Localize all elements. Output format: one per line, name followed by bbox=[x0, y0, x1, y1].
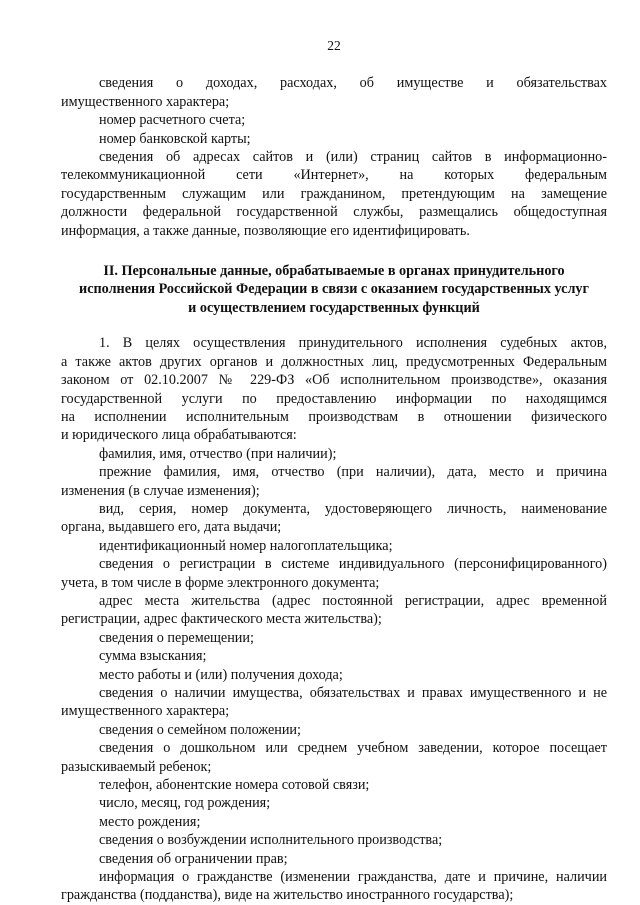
text-line: фамилия, имя, отчество (при наличии); bbox=[99, 445, 337, 462]
text-line: законом от 02.10.2007 № 229-ФЗ «Об исполнительном производстве», оказания bbox=[61, 372, 607, 389]
text-line: сведения о семейном положении; bbox=[99, 721, 301, 738]
text-line: телефон, абонентские номера сотовой связи; bbox=[99, 777, 370, 794]
text-line: информация о гражданстве (изменении гражданства, дате и причине, наличии bbox=[99, 869, 607, 886]
paragraph-block-personal-data bbox=[61, 334, 607, 905]
text-line: гражданства (подданства), виде на жительство иностранного государства); bbox=[61, 887, 514, 904]
text-line: прежние фамилия, имя, отчество (при наличии), дата, место и причина bbox=[99, 464, 607, 481]
section-heading bbox=[61, 262, 607, 317]
text-line: и юридического лица обрабатываются: bbox=[61, 427, 297, 444]
text-line: сведения об ограничении прав; bbox=[99, 850, 288, 867]
section-heading-line-1: II. Персональные данные, обрабатываемые в органах принудительного bbox=[103, 263, 565, 280]
text-line: органа, выдавшего его, дата выдачи; bbox=[61, 519, 282, 536]
text-line: а также актов других органов и должностных лиц, предусмотренных Федеральным bbox=[61, 353, 607, 370]
text-line: изменения (в случае изменения); bbox=[61, 482, 260, 499]
text-line: номер расчетного счета; bbox=[99, 112, 246, 129]
text-line: 1. В целях осуществления принудительного исполнения судебных актов, bbox=[99, 335, 607, 352]
text-line: сведения о дошкольном или среднем учебном заведении, которое посещает bbox=[99, 740, 607, 757]
text-line: вид, серия, номер документа, удостоверяющего личность, наименование bbox=[99, 500, 607, 517]
text-line: регистрации, адрес фактического места жительства); bbox=[61, 611, 382, 628]
text-line: на исполнении исполнительным производствам в отношении физического bbox=[61, 408, 607, 425]
section-heading-line-3: и осуществлением государственных функций bbox=[188, 299, 480, 316]
section-heading-line-2: исполнения Российской Федерации в связи с оказанием государственных услуг bbox=[79, 281, 589, 298]
text-line: имущественного характера; bbox=[61, 93, 230, 110]
text-line: сведения о регистрации в системе индивидуального (персонифицированного) bbox=[99, 556, 607, 573]
text-line: разыскиваемый ребенок; bbox=[61, 758, 212, 775]
text-line: сведения о доходах, расходах, об имуществе и обязательствах bbox=[99, 75, 607, 92]
text-line: идентификационный номер налогоплательщика; bbox=[99, 537, 393, 554]
text-line: номер банковской карты; bbox=[99, 130, 251, 147]
text-line: сведения о наличии имущества, обязательствах и правах имущественного и не bbox=[99, 685, 607, 701]
text-line: число, месяц, год рождения; bbox=[99, 795, 271, 812]
text-line: сумма взыскания; bbox=[99, 648, 207, 665]
text-line: сведения о перемещении; bbox=[99, 629, 254, 646]
text-line: государственным служащим или гражданином, претендующим на замещение bbox=[61, 185, 607, 202]
text-line: место рождения; bbox=[99, 813, 201, 830]
text-line: учета, в том числе в форме электронного документа; bbox=[61, 574, 380, 591]
text-line: должности федеральной государственной службы, размещались общедоступная bbox=[61, 204, 607, 221]
paragraph-block-contacts bbox=[61, 74, 607, 240]
page-number: 22 bbox=[327, 38, 341, 53]
text-line: телекоммуникационной сети «Интернет», на которых федеральным bbox=[61, 167, 607, 184]
text-line: информация, а также данные, позволяющие его идентифицировать. bbox=[61, 222, 470, 239]
text-line: сведения об адресах сайтов и (или) страниц сайтов в информационно- bbox=[99, 149, 607, 166]
text-line: сведения о возбуждении исполнительного производства; bbox=[99, 832, 443, 849]
text-line: имущественного характера; bbox=[61, 703, 230, 720]
text-line: место работы и (или) получения дохода; bbox=[99, 666, 343, 683]
text-line: адрес места жительства (адрес постоянной регистрации, адрес временной bbox=[99, 592, 607, 609]
text-line: государственной услуги по предоставлению информации по находящимся bbox=[61, 390, 607, 407]
